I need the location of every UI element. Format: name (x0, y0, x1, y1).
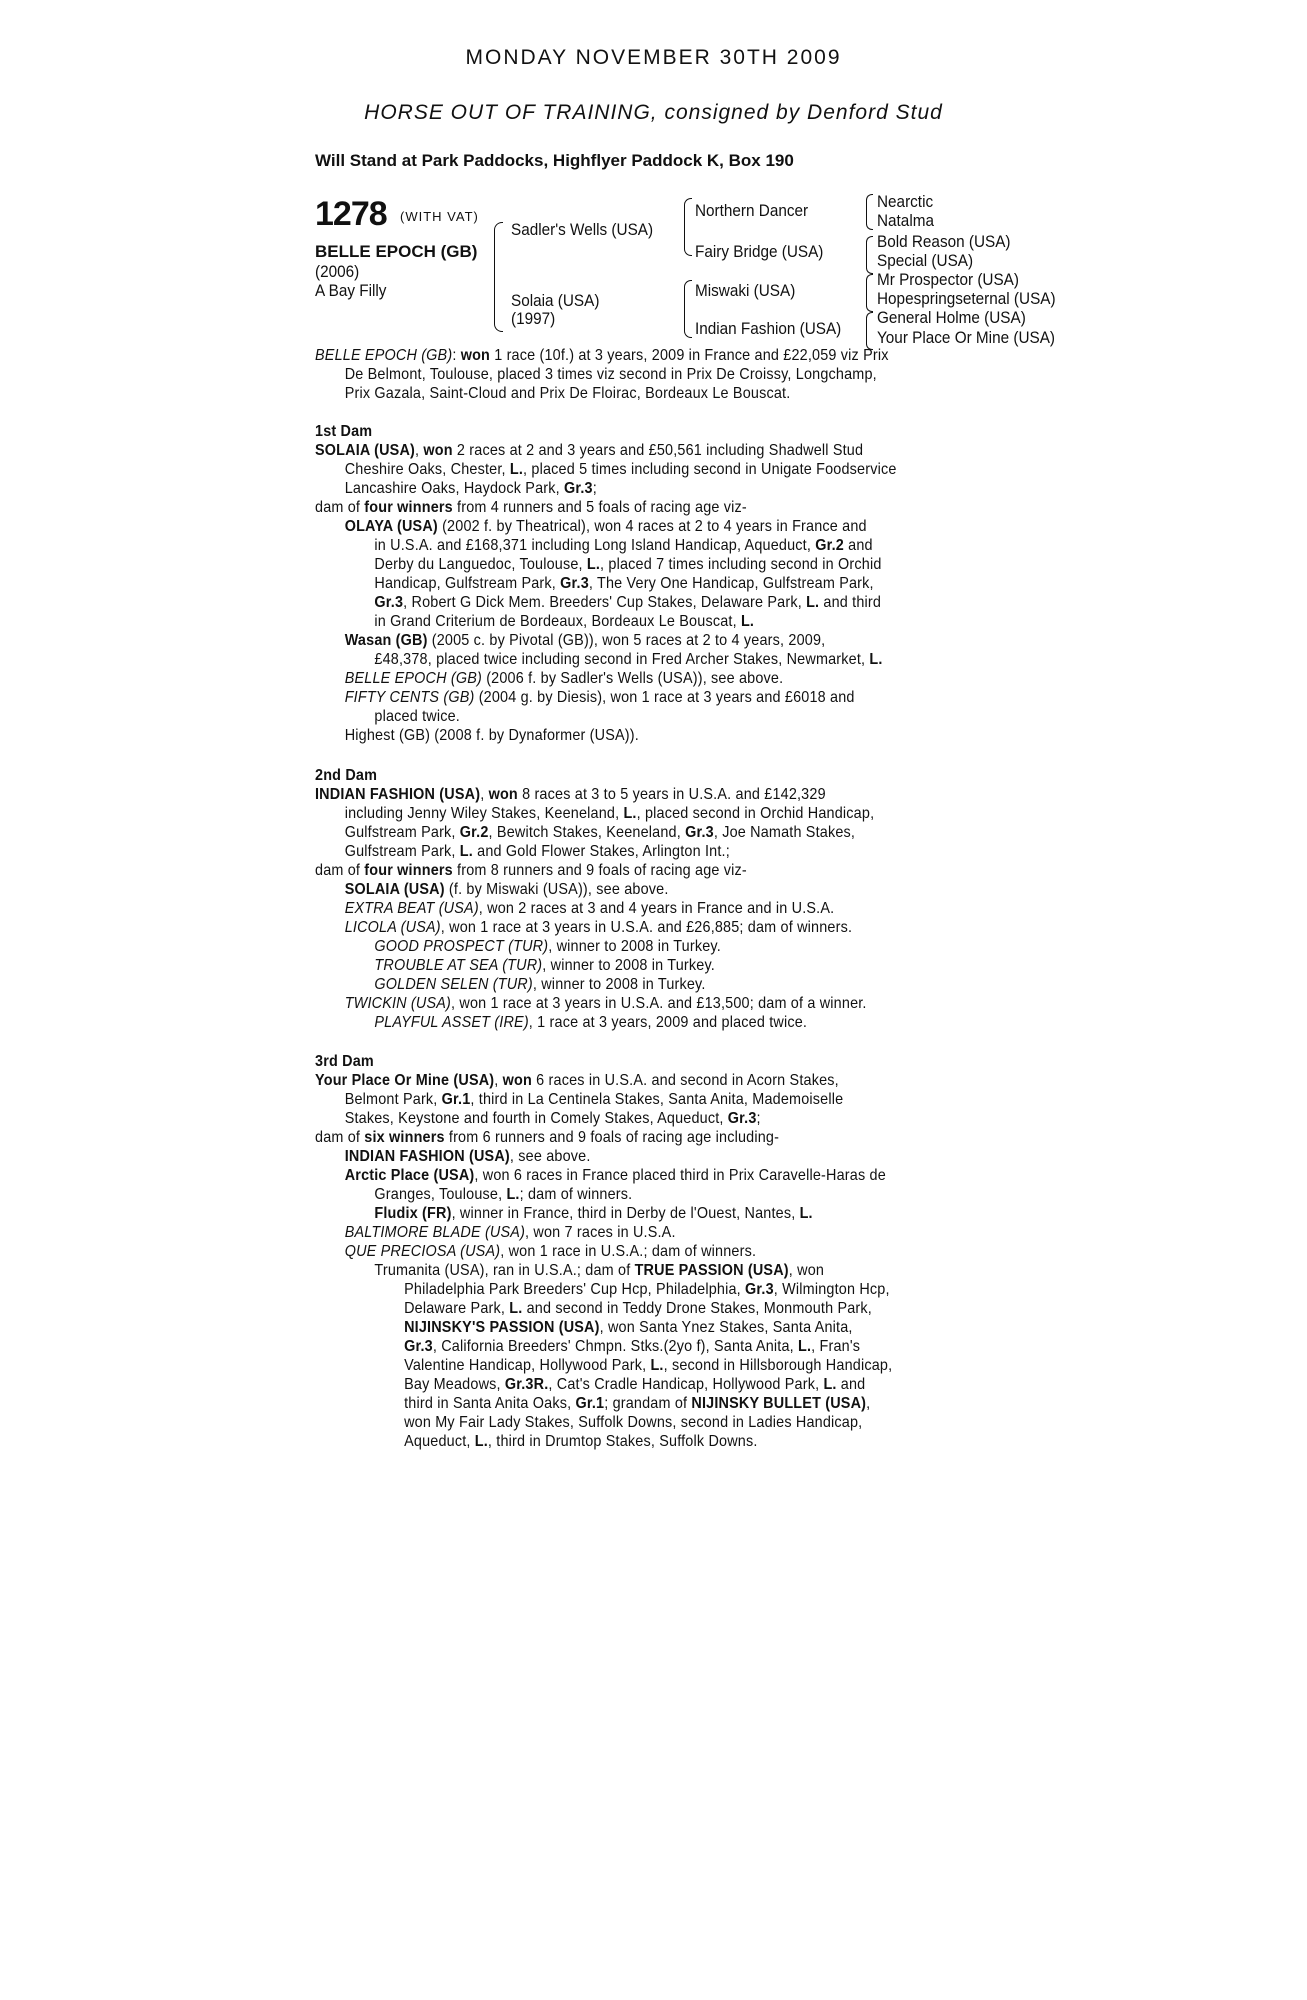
t: Delaware Park, (404, 1300, 510, 1317)
t: , winner to 2008 in Turkey. (548, 938, 721, 955)
foal-belle-epoch: BELLE EPOCH (GB) (344, 670, 483, 687)
t: , third in La Centinela Stakes, Santa Anita, Mademoiselle (470, 1091, 844, 1108)
t: , won (788, 1262, 825, 1279)
t: L. (650, 1357, 664, 1374)
t: ; (592, 480, 597, 497)
t: L. (474, 1433, 488, 1450)
t: from 4 runners and 5 foals of racing age viz- (452, 499, 747, 516)
t: , The Very One Handicap, Gulfstream Park, (588, 575, 874, 592)
t: Handicap, Gulfstream Park, (374, 575, 561, 592)
first-dam-heading: 1st Dam (315, 423, 373, 440)
second-dam-section: 2nd Dam INDIAN FASHION (USA), won 8 races at 3 to 5 years in U.S.A. and £142,329 including Jenny Wiley Stakes, Keeneland, L., placed second in Orchid Handicap, Gulfstream Park, Gr.2, Bewitch Stakes, Keeneland, Gr.3, Joe Namath Stakes, Gulfstream Park, L. and Gold Flower Stakes, Arlington Int.; dam of four winners from 8 runners and 9 foals of racing age viz- SOLAIA (USA) (f. by Miswaki (USA)), see above. EXTRA BEAT (USA), won 2 races at 3 and 4 years in France and in U.S.A. LICOLA (USA), won 1 race at 3 years in U.S.A. and £26,885; dam of winners. GOOD PROSPECT (TUR), winner to 2008 in Turkey. TROUBLE AT SEA (TUR), winner to 2008 in Turkey. GOLDEN SELEN (TUR), winner to 2008 in Turkey. TWICKIN (USA), won 1 race at 3 years in U.S.A. and £13,500; dam of a winner. PLAYFUL ASSET (IRE), 1 race at 3 years, 2009 and placed twice. (315, 767, 875, 1031)
t: , see above. (509, 1148, 591, 1165)
t: Gr.3 (685, 824, 714, 841)
t: Gr.1 (575, 1395, 605, 1412)
first-dam-l1: 2 races at 2 and 3 years and £50,561 including Shadwell Stud (452, 442, 864, 459)
t: and (836, 1376, 866, 1393)
sale-date: MONDAY NOVEMBER 30TH 2009 (465, 46, 842, 69)
t: ; (756, 1110, 761, 1127)
t: Gr.3 (374, 594, 404, 611)
pedigree-brace-3 (684, 280, 692, 338)
t: Derby du Languedoc, Toulouse, (374, 556, 587, 573)
third-dam-section: 3rd Dam Your Place Or Mine (USA), won 6 races in U.S.A. and second in Acorn Stakes, Belmont Park, Gr.1, third in La Centinela Stakes, Santa Anita, Mademoiselle Stakes, Keystone and fourth in Comely Stakes, Aqueduct, Gr.3; dam of six winners from 6 runners and 9 foals of racing age including- INDIAN FASHION (USA), see above. Arctic Place (USA), won 6 races in France placed third in Prix Caravelle-Haras de Granges, Toulouse, L.; dam of winners. Fludix (FR), winner in France, third in Derby de l'Ouest, Nantes, L. BALTIMORE BLADE (USA), won 7 races in U.S.A. QUE PRECIOSA (USA), won 1 race in U.S.A.; dam of winners. Trumanita (USA), ran in U.S.A.; dam of TRUE PASSION (USA), won Philadelphia Park Breeders' Cup Hcp, Philadelphia, Gr.3, Wilmington Hcp, Delaware Park, L. and second in Teddy Drone Stakes, Monmouth Park, NIJINSKY'S PASSION (USA), won Santa Ynez Stakes, Santa Anita, Gr.3, California Breeders' Chmpn. Stks.(2yo f), Santa Anita, L., Fran's Valentine Handicap, Hollywood Park, L., second in Hillsborough Handicap, Bay Meadows, Gr.3R., Cat's Cradle Handicap, Hollywood Park, L. and third in Santa Anita Oaks, Gr.1; grandam of NIJINSKY BULLET (USA), won My Fair Lady Stakes, Suffolk Downs, second in Ladies Handicap, Aqueduct, L., third in Drumtop Stakes, Suffolk Downs. (315, 1053, 893, 1450)
t: L. (506, 1186, 520, 1203)
t: , won 6 races in France placed third in Prix Caravelle-Haras de (474, 1167, 886, 1184)
pedigree-dam: Solaia (USA) (511, 291, 600, 310)
t: four winners (364, 499, 453, 516)
t: L. (509, 461, 524, 478)
t: Valentine Handicap, Hollywood Park, (404, 1357, 651, 1374)
t: and second in Teddy Drone Stakes, Monmouth Park, (522, 1300, 872, 1317)
t: (2002 f. by Theatrical), won 4 races at 2 to 4 years in France and (437, 518, 867, 535)
t: , placed second in Orchid Handicap, (636, 805, 875, 822)
consignment-line: HORSE OUT OF TRAINING, consigned by Denford Stud (364, 101, 943, 124)
t: Gr.3 (560, 575, 589, 592)
first-dam-name: SOLAIA (USA) (315, 442, 416, 459)
t: Gr.3 (727, 1110, 757, 1127)
t: Trumanita (USA), ran in U.S.A.; dam of (374, 1262, 635, 1279)
t: ; dam of winners. (519, 1186, 633, 1203)
intro-sep: : (452, 347, 461, 364)
t: ; grandam of (604, 1395, 692, 1412)
lot-number: 1278 (315, 195, 387, 233)
pedigree-ggp-4: Special (USA) (877, 251, 974, 270)
intro-paragraph (315, 346, 889, 403)
t: , winner to 2008 in Turkey. (532, 976, 706, 993)
t: Belmont Park, (344, 1091, 442, 1108)
t: , 1 race at 3 years, 2009 and placed twice. (528, 1014, 808, 1031)
t: , won 1 race at 3 years in U.S.A. and £13,500; dam of a winner. (451, 995, 867, 1012)
t: from 8 runners and 9 foals of racing age viz- (452, 862, 747, 879)
t: Aqueduct, (404, 1433, 475, 1450)
vat-note: (WITH VAT) (400, 209, 479, 224)
t: £48,378, placed twice including second in Fred Archer Stakes, Newmarket, (374, 651, 870, 668)
pedigree-ggp-3: Bold Reason (USA) (877, 232, 1011, 251)
t: (2006 f. by Sadler's Wells (USA)), see above. (482, 670, 784, 687)
t: Gulfstream Park, (344, 843, 460, 860)
t: , Cat's Cradle Handicap, Hollywood Park, (548, 1376, 824, 1393)
t: won My Fair Lady Stakes, Suffolk Downs, second in Ladies Handicap, (404, 1414, 863, 1431)
third-dam-name: Your Place Or Mine (USA) (315, 1072, 495, 1089)
pedigree-ggp-2: Natalma (877, 211, 934, 230)
t: Gr.2 (815, 537, 844, 554)
pedigree-brace-7 (866, 312, 873, 350)
pedigree-ggp-6: Hopespringseternal (USA) (877, 289, 1056, 308)
pedigree-brace-5 (866, 236, 873, 274)
pedigree-sire: Sadler's Wells (USA) (511, 220, 654, 239)
t: L. (740, 613, 755, 630)
t: L. (509, 1300, 523, 1317)
t: from 6 runners and 9 foals of racing age including- (444, 1129, 780, 1146)
foal-highest: Highest (GB) (2008 f. by Dynaformer (USA)). (344, 727, 639, 744)
foal-wasan: Wasan (GB) (344, 632, 428, 649)
second-dam-heading: 2nd Dam (315, 767, 378, 784)
t: L. (798, 1338, 812, 1355)
t: L. (869, 651, 883, 668)
t: in Grand Criterium de Bordeaux, Bordeaux Le Bouscat, (374, 613, 741, 630)
t: , California Breeders' Chmpn. Stks.(2yo f), Santa Anita, (432, 1338, 799, 1355)
t: Gr.3 (563, 480, 593, 497)
t: , won 1 race in U.S.A.; dam of winners. (500, 1243, 757, 1260)
t: Philadelphia Park Breeders' Cup Hcp, Philadelphia, (404, 1281, 746, 1298)
t: TWICKIN (USA) (344, 995, 452, 1012)
intro-line-2: De Belmont, Toulouse, placed 3 times viz second in Prix De Croissy, Longchamp, (344, 366, 877, 383)
t: EXTRA BEAT (USA) (344, 900, 479, 917)
pedigree-sire-dam: Fairy Bridge (USA) (695, 242, 824, 261)
t: , Bewitch Stakes, Keeneland, (488, 824, 686, 841)
t: L. (459, 843, 473, 860)
t: , won 2 races at 3 and 4 years in France and in U.S.A. (478, 900, 835, 917)
pedigree-ggp-5: Mr Prospector (USA) (877, 270, 1019, 289)
foal-fifty-cents: FIFTY CENTS (GB) (344, 689, 475, 706)
intro-line-1: 1 race (10f.) at 3 years, 2009 in France and £22,059 viz Prix (490, 347, 889, 364)
t: dam of (315, 499, 365, 516)
t: Gr.3 (745, 1281, 774, 1298)
pedigree-dam-year: (1997) (511, 309, 556, 328)
t: Arctic Place (USA) (344, 1167, 475, 1184)
second-dam-name: INDIAN FASHION (USA) (315, 786, 481, 803)
intro-won: won (460, 347, 491, 364)
t: dam of (315, 862, 365, 879)
t: 6 races in U.S.A. and second in Acorn Stakes, (531, 1072, 839, 1089)
t: 8 races at 3 to 5 years in U.S.A. and £142,329 (517, 786, 826, 803)
t: and third (819, 594, 882, 611)
t: NIJINSKY'S PASSION (USA) (404, 1319, 600, 1336)
horse-name: BELLE EPOCH (GB) (315, 242, 478, 261)
intro-line-3: Prix Gazala, Saint-Cloud and Prix De Floirac, Bordeaux Le Bouscat. (344, 385, 791, 402)
t: in U.S.A. and £168,371 including Long Island Handicap, Aqueduct, (374, 537, 816, 554)
t: six winners (364, 1129, 445, 1146)
t: L. (806, 594, 820, 611)
t: TRUE PASSION (USA) (634, 1262, 789, 1279)
t: , Robert G Dick Mem. Breeders' Cup Stakes, Delaware Park, (403, 594, 807, 611)
t: , placed 5 times including second in Unigate Foodservice (523, 461, 897, 478)
t: including Jenny Wiley Stakes, Keeneland, (344, 805, 624, 822)
t: TROUBLE AT SEA (TUR) (374, 957, 543, 974)
t: GOLDEN SELEN (TUR) (374, 976, 533, 993)
t: Bay Meadows, (404, 1376, 505, 1393)
t: , winner in France, third in Derby de l'Ouest, Nantes, (451, 1205, 800, 1222)
t: won (502, 1072, 532, 1089)
t: L. (623, 805, 637, 822)
t: LICOLA (USA) (344, 919, 441, 936)
t: , Joe Namath Stakes, (713, 824, 856, 841)
pedigree-ggp-8: Your Place Or Mine (USA) (877, 328, 1056, 347)
t: Stakes, Keystone and fourth in Comely Stakes, Aqueduct, (344, 1110, 728, 1127)
t: (2004 g. by Diesis), won 1 race at 3 years and £6018 and (474, 689, 855, 706)
t: won (488, 786, 518, 803)
pedigree-ggp-7: General Holme (USA) (877, 308, 1026, 327)
t: BALTIMORE BLADE (USA) (344, 1224, 526, 1241)
t: SOLAIA (USA) (344, 881, 445, 898)
pedigree-brace-4 (866, 194, 873, 230)
t: , won 7 races in U.S.A. (525, 1224, 676, 1241)
t: placed twice. (374, 708, 460, 725)
horse-description: A Bay Filly (315, 281, 387, 300)
t: , Fran's (811, 1338, 861, 1355)
t: , placed 7 times including second in Orchid (600, 556, 882, 573)
t: dam of (315, 1129, 365, 1146)
t: PLAYFUL ASSET (IRE) (374, 1014, 529, 1031)
intro-horse: BELLE EPOCH (GB) (315, 347, 453, 364)
t: Gulfstream Park, (344, 824, 460, 841)
t: Gr.3R. (504, 1376, 549, 1393)
t: NIJINSKY BULLET (USA) (691, 1395, 867, 1412)
pedigree-sire-sire: Northern Dancer (695, 201, 809, 220)
t: Gr.2 (459, 824, 489, 841)
t: (f. by Miswaki (USA)), see above. (444, 881, 669, 898)
t: four winners (364, 862, 453, 879)
pedigree-brace-6 (866, 274, 873, 312)
t: Granges, Toulouse, (374, 1186, 507, 1203)
t: , Wilmington Hcp, (773, 1281, 890, 1298)
stand-location: Will Stand at Park Paddocks, Highflyer Paddock K, Box 190 (315, 151, 794, 170)
horse-year: (2006) (315, 262, 360, 281)
first-dam-won: won (423, 442, 453, 459)
t: GOOD PROSPECT (TUR) (374, 938, 549, 955)
t: (2005 c. by Pivotal (GB)), won 5 races at 2 to 4 years, 2009, (427, 632, 826, 649)
third-dam-heading: 3rd Dam (315, 1053, 374, 1070)
t: , third in Drumtop Stakes, Suffolk Downs. (487, 1433, 758, 1450)
t: and (843, 537, 873, 554)
t: Gr.1 (441, 1091, 471, 1108)
t: Cheshire Oaks, Chester, (344, 461, 510, 478)
t: , (866, 1395, 871, 1412)
t: QUE PRECIOSA (USA) (344, 1243, 501, 1260)
t: L. (799, 1205, 813, 1222)
t: L. (823, 1376, 837, 1393)
t: Gr.3 (404, 1338, 433, 1355)
t: Fludix (FR) (374, 1205, 452, 1222)
pedigree-dam-dam: Indian Fashion (USA) (695, 319, 842, 338)
foal-olaya: OLAYA (USA) (344, 518, 438, 535)
pedigree-ggp-1: Nearctic (877, 192, 934, 211)
t: and Gold Flower Stakes, Arlington Int.; (472, 843, 730, 860)
t: Lancashire Oaks, Haydock Park, (344, 480, 564, 497)
t: , won Santa Ynez Stakes, Santa Anita, (599, 1319, 853, 1336)
pedigree-brace-1 (494, 222, 503, 332)
t: , won 1 race at 3 years in U.S.A. and £26,885; dam of winners. (440, 919, 853, 936)
t: , winner to 2008 in Turkey. (542, 957, 715, 974)
pedigree-dam-sire: Miswaki (USA) (695, 281, 796, 300)
t: L. (586, 556, 601, 573)
t: INDIAN FASHION (USA) (344, 1148, 510, 1165)
pedigree-brace-2 (684, 198, 692, 256)
t: , second in Hillsborough Handicap, (663, 1357, 893, 1374)
first-dam-section: 1st Dam SOLAIA (USA), won 2 races at 2 and 3 years and £50,561 including Shadwell Stud Cheshire Oaks, Chester, L., placed 5 times including second in Unigate Foodservice Lancashire Oaks, Haydock Park, Gr.3; dam of four winners from 4 runners and 5 foals of racing age viz- OLAYA (USA) (2002 f. by Theatrical), won 4 races at 2 to 4 years in France and in U.S.A. and £168,371 including Long Island Handicap, Aqueduct, Gr.2 and Derby du Languedoc, Toulouse, L., placed 7 times including second in Orchid Handicap, Gulfstream Park, Gr.3, The Very One Handicap, Gulfstream Park, Gr.3, Robert G Dick Mem. Breeders' Cup Stakes, Delaware Park, L. and third in Grand Criterium de Bordeaux, Bordeaux Le Bouscat, L. Wasan (GB) (2005 c. by Pivotal (GB)), won 5 races at 2 to 4 years, 2009, £48,378, placed twice including second in Fred Archer Stakes, Newmarket, L. BELLE EPOCH (GB) (2006 f. by Sadler's Wells (USA)), see above. FIFTY CENTS (GB) (2004 g. by Diesis), won 1 race at 3 years and £6018 and placed twice. Highest (GB) (2008 f. by Dynaformer (USA)). (315, 423, 897, 744)
t: third in Santa Anita Oaks, (404, 1395, 576, 1412)
